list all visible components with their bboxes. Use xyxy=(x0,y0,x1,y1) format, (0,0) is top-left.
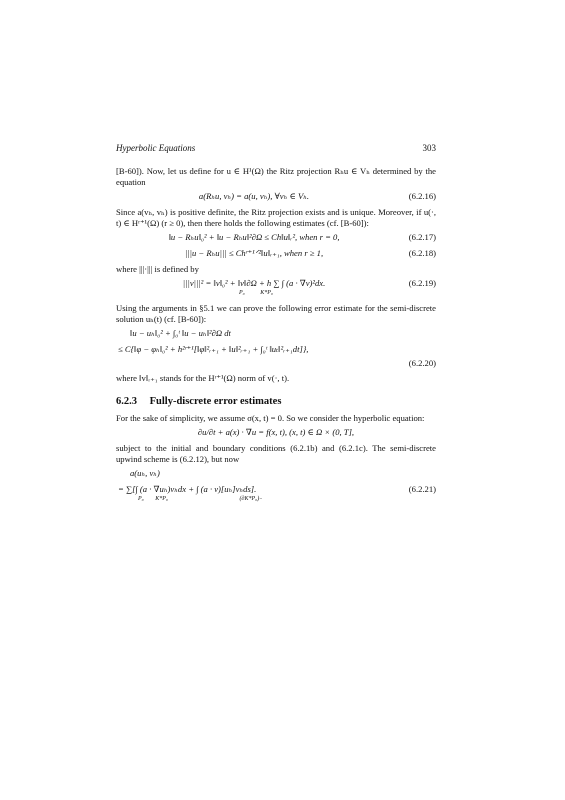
equation-6-2-18-number: (6.2.18) xyxy=(408,248,436,258)
equation-6-2-17-formula: ‖u − Rₕu‖₀² + ‖u − Rₕu‖²∂Ω ≤ Ch‖u‖ᵣ², when r = 0, xyxy=(168,232,340,242)
equation-6-2-21-lhs: a(uₕ, vₕ) xyxy=(130,468,160,478)
page-number: 303 xyxy=(422,143,436,153)
paragraph-scheme-intro: subject to the initial and boundary conditions (6.2.1b) and (6.2.1c). The semi-discrete upwind scheme is (6.2.12), but now xyxy=(116,443,436,464)
equation-6-2-21-integral-2-domain: (∂K*P₀)₋ xyxy=(239,496,263,502)
section-number: 6.2.3 xyxy=(116,396,137,407)
equation-6-2-19-formula: |||v|||² = ‖v‖₀² + ‖v‖∂Ω + h ∑ ∫ (a · ∇v)²dx. xyxy=(182,278,326,288)
equation-6-2-17-number: (6.2.17) xyxy=(408,232,436,242)
equation-6-2-20-line-2 xyxy=(116,344,436,355)
paragraph-simplicity-assumption: For the sake of simplicity, we assume σ(x, t) = 0. So we consider the hyperbolic equation: xyxy=(116,413,425,423)
equation-6-2-16-number: (6.2.16) xyxy=(408,191,436,201)
paragraph-norm-defined: where |||·||| is defined by xyxy=(116,264,199,274)
equation-6-2-16 xyxy=(116,191,436,202)
paragraph-error-estimate-intro: Using the arguments in §5.1 we can prove the following error estimate for the semi-discrete solution uₕ(t) (cf. [B-60]): xyxy=(116,303,436,324)
book-page xyxy=(116,143,436,505)
equation-hyperbolic-pde-formula: ∂u/∂t + a(x) · ∇u = f(x, t), (x, t) ∈ Ω × (0, T], xyxy=(197,427,355,437)
equation-6-2-21-line-1 xyxy=(116,468,436,479)
equation-6-2-17 xyxy=(116,232,436,243)
equation-6-2-21-number: (6.2.21) xyxy=(408,484,436,494)
running-head xyxy=(116,143,436,154)
paragraph-ritz-properties: Since a(vₕ, vₕ) is positive definite, the Ritz projection exists and is unique. Moreover, if u(·, t) ∈ Hʳ⁺¹(Ω) (r ≥ 0), then there holds the following estimates (cf. [B-60]): xyxy=(116,207,436,228)
equation-6-2-16-formula: a(Rₕu, vₕ) = a(u, vₕ), ∀vₕ ∈ Vₕ. xyxy=(198,191,310,201)
section-heading xyxy=(116,396,436,407)
equation-6-2-19-subscripts xyxy=(116,288,436,299)
equation-6-2-20-line-1 xyxy=(116,328,436,339)
equation-6-2-18-formula: |||u − Rₕu||| ≤ Chʳ⁺¹ᐟ²‖u‖ᵣ₊₁, when r ≥ 1, xyxy=(184,248,324,258)
equation-6-2-21-rhs: = ∑[∫ (a · ∇uₕ)vₕdx + ∫ (a · ν)[uₕ]vₕds]. xyxy=(118,484,257,494)
equation-6-2-21-integral-1-domain: K*P₀ xyxy=(155,496,169,502)
chapter-title: Hyperbolic Equations xyxy=(116,143,196,153)
equation-6-2-19 xyxy=(116,278,436,289)
equation-hyperbolic-pde xyxy=(116,427,436,438)
equation-6-2-18 xyxy=(116,248,436,259)
equation-6-2-19-integral-domain: K*P₀ xyxy=(260,290,274,296)
equation-6-2-19-sum-index: P₀ xyxy=(238,290,245,296)
equation-6-2-19-number: (6.2.19) xyxy=(408,278,436,288)
equation-6-2-20-number: (6.2.20) xyxy=(408,358,436,368)
equation-6-2-21-subscripts xyxy=(116,494,436,505)
equation-6-2-20-rhs: ≤ C{‖φ − φₕ‖₀² + h²ʳ⁺¹[‖φ‖²ᵣ₊₁ + ‖u‖²ᵣ₊₁ + ∫₀ᵗ ‖uₜ‖²ᵣ₊₁dt]}, xyxy=(118,344,309,354)
equation-6-2-20-lhs: ‖u − uₕ‖₀² + ∫₀ᵗ ‖u − uₕ‖²∂Ω dt xyxy=(130,328,231,338)
paragraph-ritz-definition: [B-60]). Now, let us define for u ∈ H¹(Ω) the Ritz projection Rₕu ∈ Vₕ determined by the equation xyxy=(116,166,436,187)
paragraph-norm-notation: where ‖v‖ᵣ₊₁ stands for the Hʳ⁺¹(Ω) norm of v(·, t). xyxy=(116,373,290,383)
equation-6-2-21-sum-index: P₀ xyxy=(138,496,144,502)
section-title: Fully-discrete error estimates xyxy=(149,396,282,407)
